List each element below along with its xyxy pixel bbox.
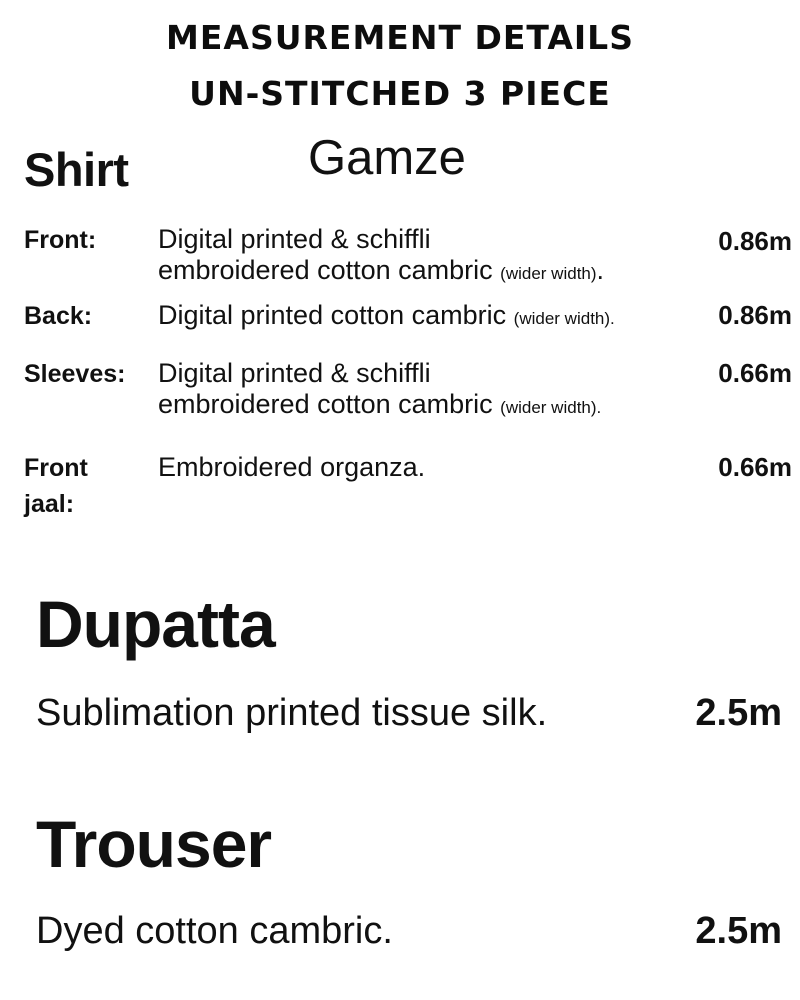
description-line: Digital printed & schiffli bbox=[158, 224, 431, 254]
dupatta-quantity: 2.5m bbox=[695, 692, 782, 734]
row-quantity: 0.66m bbox=[718, 358, 792, 388]
row-description bbox=[158, 452, 678, 483]
width-note: (wider width). bbox=[500, 398, 602, 417]
description-line: Embroidered organza. bbox=[158, 452, 426, 482]
dupatta-description: Sublimation printed tissue silk. bbox=[36, 692, 548, 734]
row-description bbox=[158, 224, 678, 289]
product-name: Gamze bbox=[308, 131, 466, 185]
document-heading-line-2: UN-STITCHED 3 PIECE bbox=[189, 74, 611, 113]
width-note: (wider width) bbox=[500, 264, 597, 283]
row-label: Front: bbox=[24, 226, 97, 254]
trouser-description: Dyed cotton cambric. bbox=[36, 910, 393, 952]
label-line: jaal: bbox=[24, 490, 75, 518]
document-heading-line-1: MEASUREMENT DETAILS bbox=[166, 18, 634, 57]
row-quantity: 0.86m bbox=[718, 226, 792, 256]
description-end: . bbox=[596, 255, 605, 285]
row-description bbox=[158, 300, 678, 334]
description-line: Digital printed & schiffli bbox=[158, 358, 431, 388]
description-line bbox=[158, 255, 678, 289]
description-line bbox=[158, 300, 678, 334]
description-text: embroidered cotton cambric bbox=[158, 255, 493, 285]
dupatta-section-title: Dupatta bbox=[36, 587, 275, 661]
description-text: Digital printed cotton cambric bbox=[158, 300, 507, 330]
row-label bbox=[24, 450, 88, 522]
row-quantity: 0.66m bbox=[718, 452, 792, 482]
trouser-section-title: Trouser bbox=[36, 807, 272, 881]
row-label: Sleeves: bbox=[24, 360, 126, 388]
description-line bbox=[158, 389, 678, 423]
label-line: Front bbox=[24, 454, 88, 482]
description-text: embroidered cotton cambric bbox=[158, 389, 493, 419]
width-note: (wider width). bbox=[513, 309, 615, 328]
row-label: Back: bbox=[24, 302, 93, 330]
shirt-section-title: Shirt bbox=[24, 143, 129, 196]
row-quantity: 0.86m bbox=[718, 300, 792, 330]
row-description bbox=[158, 358, 678, 423]
trouser-quantity: 2.5m bbox=[695, 910, 782, 952]
